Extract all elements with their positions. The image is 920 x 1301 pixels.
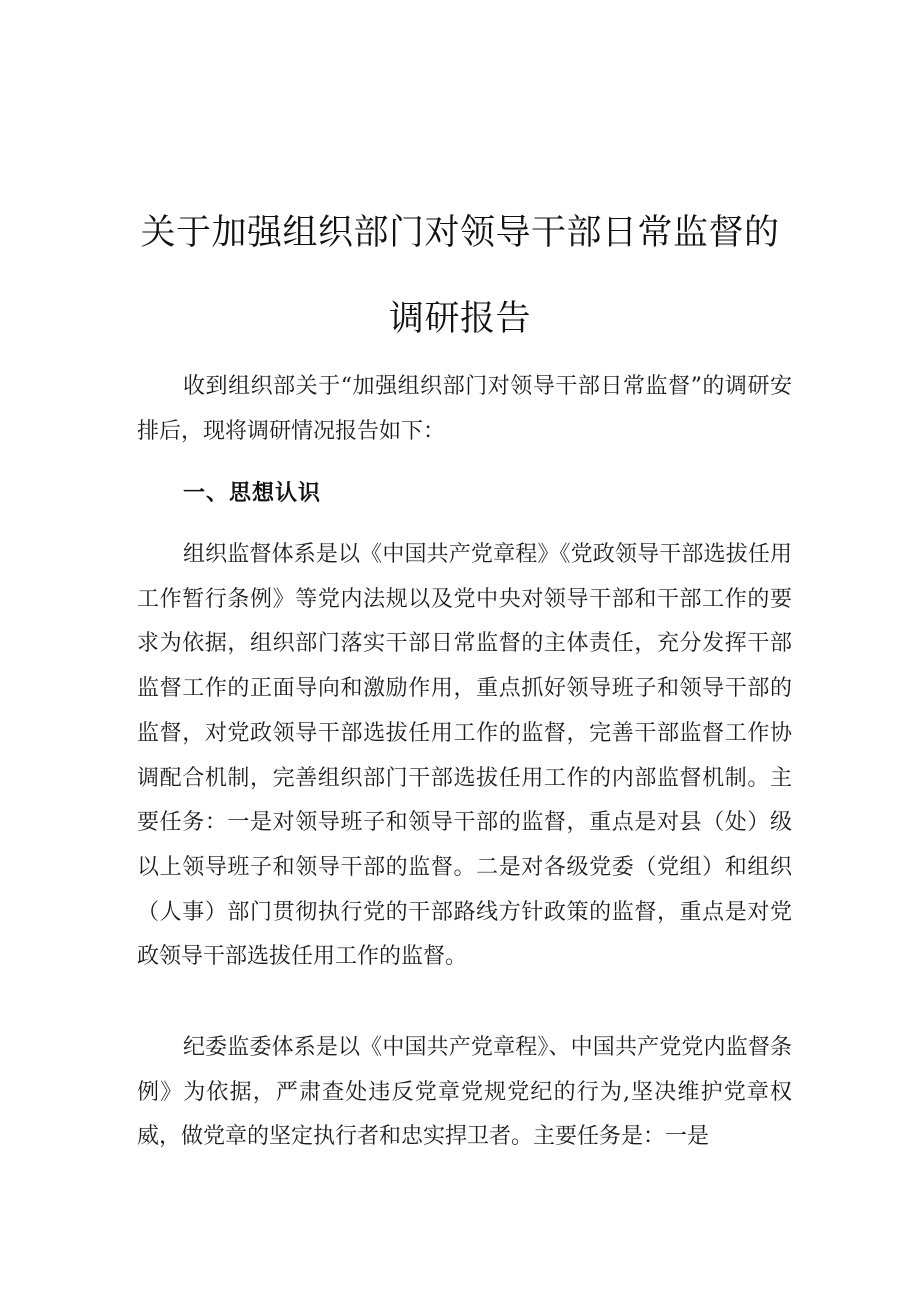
document-title-line-1: 关于加强组织部门对领导干部日常监督的 <box>140 213 780 253</box>
intro-paragraph: 收到组织部关于“加强组织部门对领导干部日常监督”的调研安排后，现将调研情况报告如下： <box>137 374 792 444</box>
paragraph-organization-supervision: 组织监督体系是以《中国共产党章程》《党政领导干部选拔任用工作暂行条例》等党内法规以及党中央对领导干部和干部工作的要求为依据，组织部门落实干部日常监督的主体责任，充分发挥干部监督工作的正面导向和激励作用，重点抓好领导班子和领导干部的监督，对党政领导干部选拔任用工作的监督，完善干部监督工作协调配合机制，完善组织部门干部选拔任用工作的内部监督机制。主要任务：一是对领导班子和领导干部的监督，重点是对县（处）级以上领导班子和领导干部的监督。二是对各级党委（党组）和组织（人事）部门贯彻执行党的干部路线方针政策的监督，重点是对党政领导干部选拔任用工作的监督。 <box>137 542 792 970</box>
section-heading-thinking: 一、思想认识 <box>183 481 322 506</box>
paragraph-discipline-inspection: 纪委监委体系是以《中国共产党章程》、中国共产党党内监督条例》为依据，严肃查处违反党章党规党纪的行为,坚决维护党章权威，做党章的坚定执行者和忠实捍卫者。主要任务是：一是 <box>137 1035 792 1150</box>
document-title-line-2: 调研报告 <box>388 299 531 339</box>
